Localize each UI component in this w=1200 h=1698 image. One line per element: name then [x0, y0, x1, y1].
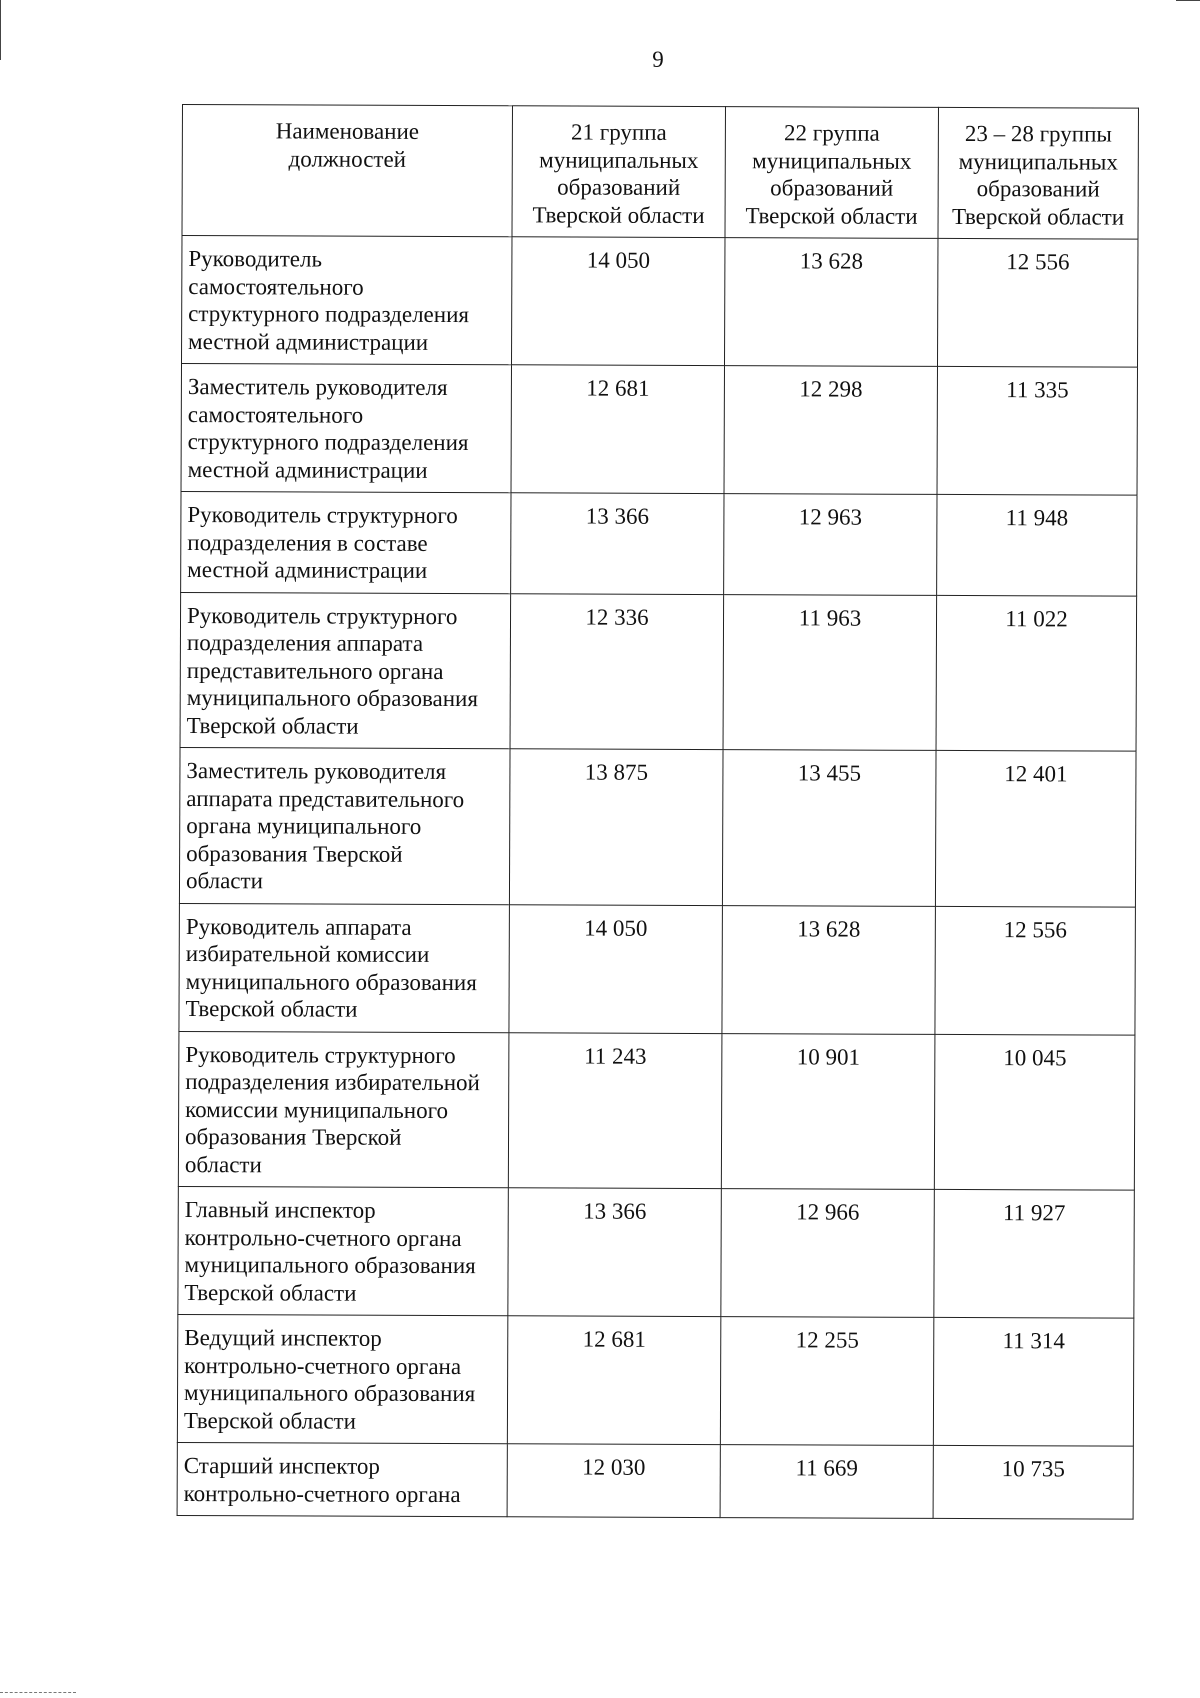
table-row: [182, 236, 1138, 368]
salary-table: [177, 104, 1139, 1520]
table-row: [178, 1031, 1135, 1190]
group-23-28-value-cell: 10 045: [934, 1034, 1135, 1190]
position-name-cell: Главный инспектор контрольно-счетного органа муниципального образования Тверской области: [178, 1186, 508, 1315]
table-row: [181, 364, 1137, 496]
position-name-cell: Заместитель руководителя самостоятельного структурного подразделения местной администрации: [181, 364, 511, 493]
group-21-value-cell: 13 366: [511, 493, 724, 594]
table-row: [177, 1314, 1133, 1446]
table-body: [177, 236, 1138, 1520]
header-group-22: 22 группа муниципальных образований Тверской области: [725, 107, 939, 239]
header-group-23-28: 23 – 28 группы муниципальных образований Тверской области: [938, 107, 1139, 239]
group-21-value-cell: 13 366: [508, 1188, 721, 1317]
table-row: [177, 1442, 1133, 1519]
group-21-value-cell: 13 875: [509, 749, 723, 905]
group-22-value-cell: 11 963: [723, 594, 937, 750]
table-row: [180, 592, 1137, 751]
position-name-cell: Руководитель структурного подразделения избирательной комиссии муниципального образования Тверской области: [178, 1031, 509, 1188]
position-name-cell: Руководитель самостоятельного структурного подразделения местной администрации: [182, 236, 512, 365]
scan-edge-right: [1176, 0, 1200, 1]
header-position-name: Наименование должностей: [182, 105, 513, 237]
table-header-row: [182, 105, 1138, 240]
scan-edge-bottom: [0, 1692, 76, 1693]
group-23-28-value-cell: 11 927: [934, 1189, 1134, 1318]
page-number: 9: [652, 47, 664, 72]
group-21-value-cell: 14 050: [512, 237, 725, 366]
position-name-cell: Заместитель руководителя аппарата представительного органа муниципального образования Тверской области: [179, 747, 510, 904]
group-23-28-value-cell: 12 556: [935, 906, 1135, 1035]
group-21-value-cell: 14 050: [509, 904, 722, 1033]
group-21-value-cell: 11 243: [508, 1032, 722, 1188]
group-23-28-value-cell: 12 401: [935, 750, 1136, 906]
position-name-cell: Руководитель структурного подразделения аппарата представительного органа муниципального образования Тверской области: [180, 592, 511, 749]
group-22-value-cell: 12 963: [724, 494, 937, 595]
group-22-value-cell: 13 628: [724, 238, 937, 367]
group-21-value-cell: 12 681: [507, 1316, 720, 1445]
group-22-value-cell: 12 255: [720, 1317, 933, 1446]
header-group-21: 21 группа муниципальных образований Тверской области: [512, 106, 726, 238]
group-21-value-cell: 12 030: [507, 1444, 720, 1518]
group-23-28-value-cell: 11 022: [936, 595, 1137, 751]
group-23-28-value-cell: 11 948: [937, 494, 1137, 595]
group-23-28-value-cell: 12 556: [937, 238, 1137, 367]
group-21-value-cell: 12 336: [510, 593, 724, 749]
group-21-value-cell: 12 681: [511, 365, 724, 494]
table-row: [181, 491, 1137, 595]
position-name-cell: Руководитель структурного подразделения в составе местной администрации: [181, 491, 511, 593]
position-name-cell: Руководитель аппарата избирательной комиссии муниципального образования Тверской области: [179, 903, 509, 1032]
group-22-value-cell: 13 628: [722, 905, 935, 1034]
position-name-cell: Старший инспектор контрольно-счетного органа: [177, 1442, 507, 1516]
position-name-cell: Ведущий инспектор контрольно-счетного органа муниципального образования Тверской области: [177, 1314, 507, 1443]
group-23-28-value-cell: 10 735: [933, 1445, 1133, 1519]
group-22-value-cell: 10 901: [721, 1033, 935, 1189]
table-row: [179, 747, 1136, 906]
group-22-value-cell: 13 455: [722, 750, 936, 906]
table-row: [179, 903, 1135, 1035]
group-22-value-cell: 11 669: [720, 1445, 933, 1519]
group-23-28-value-cell: 11 314: [933, 1317, 1133, 1446]
group-22-value-cell: 12 298: [724, 366, 937, 495]
group-22-value-cell: 12 966: [721, 1189, 934, 1318]
group-23-28-value-cell: 11 335: [937, 366, 1137, 495]
table-row: [178, 1186, 1134, 1318]
